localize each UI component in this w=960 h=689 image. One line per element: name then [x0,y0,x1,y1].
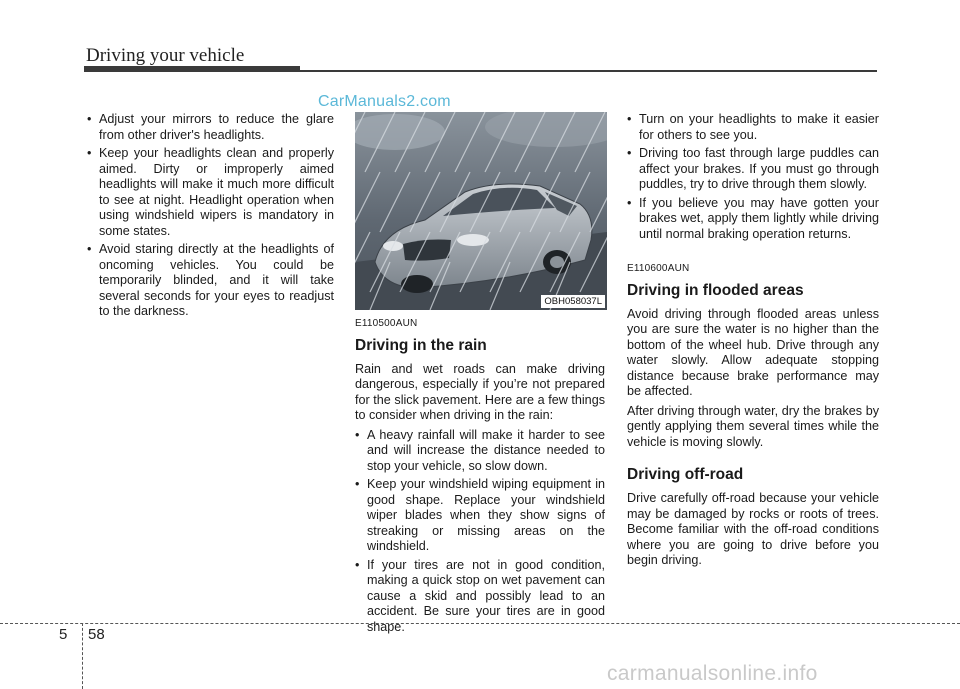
bullet-list-rain [355,428,605,636]
rain-car-illustration [355,112,607,310]
section-title: Driving your vehicle [86,45,245,66]
list-item: • If your tires are not in good condition, making a quick stop on wet pavement can cause a skid and possibly lead to an accident. Be sure your tires are in good shape. [355,558,605,636]
figure-label: OBH058037L [541,295,605,308]
list-item: • Driving too fast through large puddles can affect your brakes. If you must go through puddles, try to drive through them slowly. [627,146,879,193]
section-code: E110600AUN [627,263,690,274]
header-divider-thick [84,66,300,72]
heading-flooded-areas: Driving in flooded areas [627,281,804,299]
list-item: • Keep your windshield wiping equipment in good shape. Replace your windshield wiper blades when they show signs of streaking or missing areas on the windshield. [355,477,605,555]
chapter-number: 5 [59,626,68,643]
list-item: • Adjust your mirrors to reduce the glare from other driver's headlights. [87,112,334,143]
header-divider-thin [300,70,877,72]
footer-divider [0,623,960,624]
list-item: • A heavy rainfall will make it harder to see and will increase the distance needed to stop your vehicle, so slow down. [355,428,605,475]
heading-driving-in-rain: Driving in the rain [355,336,487,354]
footer-vertical-divider [82,623,83,689]
list-item: • Turn on your headlights to make it easier for others to see you. [627,112,879,143]
bullet-list-headlights [87,112,334,320]
rain-intro-paragraph: Rain and wet roads can make driving dangerous, especially if you’re not prepared for the slick pavement. Here are a few things to consider when driving in the rain: [355,361,605,422]
offroad-paragraph: Drive carefully off-road because your vehicle may be damaged by rocks or roots of trees. Become familiar with the off-road conditions where you are going to drive before you begin driving. [627,491,879,567]
column-middle [355,316,605,638]
list-item: • Avoid staring directly at the headlights of oncoming vehicles. You could be temporarily blinded, and it will take several seconds for your eyes to readjust to the darkness. [87,242,334,320]
watermark-top: CarManuals2.com [318,93,451,110]
bullet-list-rain-continued [627,112,879,242]
column-right [627,112,879,573]
section-code: E110500AUN [355,318,418,329]
list-item: • Keep your headlights clean and properly aimed. Dirty or improperly aimed headlights will make it much more difficult to see at night. Headlight operation when using windshield wipers is mandatory in some states. [87,146,334,239]
watermark-bottom: carmanualsonline.info [607,662,818,685]
car-in-rain-image [355,112,607,310]
heading-off-road: Driving off-road [627,466,744,483]
column-left [87,112,334,323]
flooded-paragraph-1: Avoid driving through flooded areas unless you are sure the water is no higher than the bottom of the wheel hub. Drive through any water slowly. Allow adequate stopping distance because brake performance may be affected. [627,306,879,398]
page-number: 58 [88,626,105,643]
list-item: • If you believe you may have gotten your brakes wet, apply them lightly while driving until normal braking operation returns. [627,196,879,243]
flooded-paragraph-2: After driving through water, dry the brakes by gently applying them several times while the vehicle is moving slowly. [627,403,879,449]
